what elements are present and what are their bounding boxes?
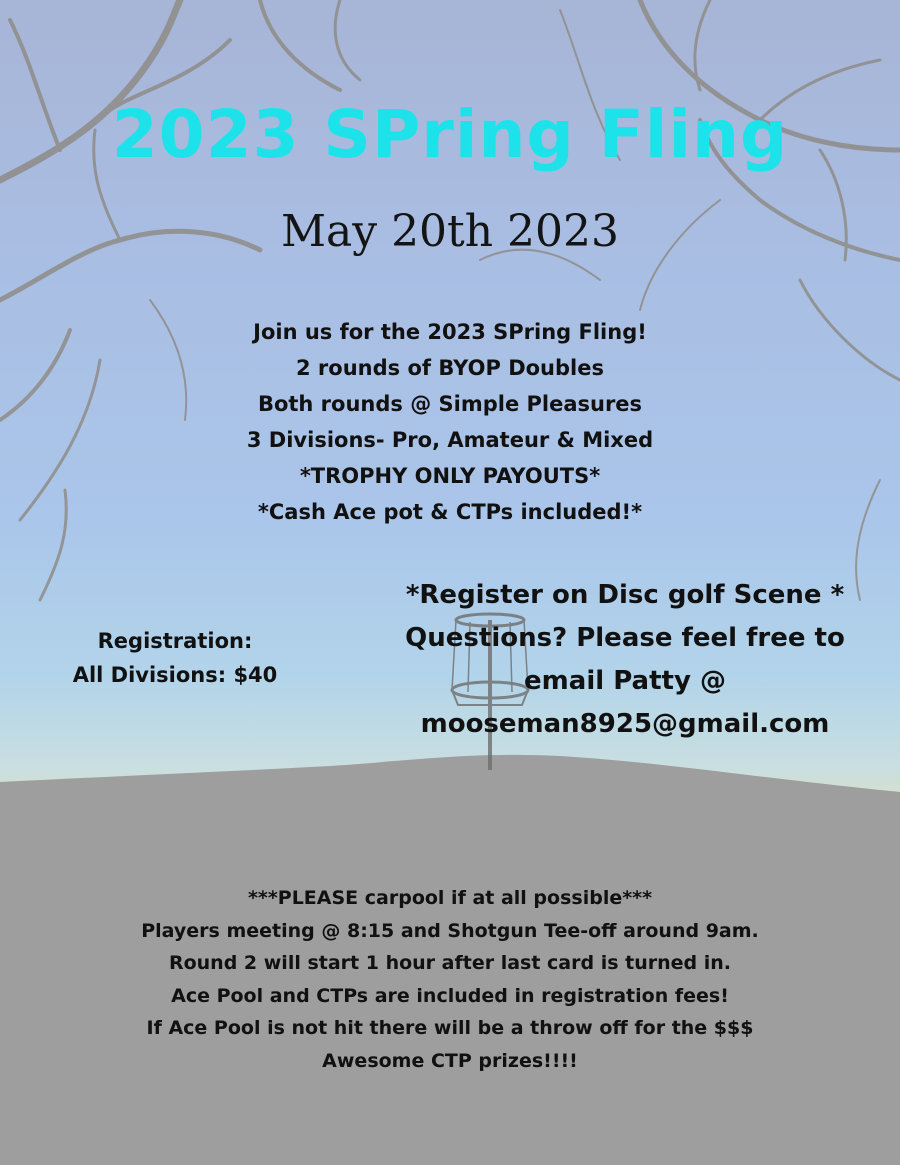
notes-line: Players meeting @ 8:15 and Shotgun Tee-off around 9am. [141, 919, 759, 942]
details-line: Both rounds @ Simple Pleasures [257, 392, 643, 416]
details-line: 2 rounds of BYOP Doubles [296, 356, 604, 380]
notes-line: Round 2 will start 1 hour after last card is turned in. [168, 952, 732, 974]
contact-email: mooseman8925@gmail.com [420, 709, 830, 739]
notes-line: Awesome CTP prizes!!!! [322, 1049, 578, 1072]
event-title: 2023 SPring Fling [111, 96, 789, 173]
contact-info [370, 574, 880, 746]
registration-fee: All Divisions: $40 [72, 663, 278, 687]
event-date: May 20th 2023 [280, 206, 620, 257]
notes-line: If Ace Pool is not hit there will be a throw off for the $$$ [146, 1017, 754, 1039]
event-details [150, 314, 750, 530]
contact-line: Questions? Please feel free to [405, 623, 845, 653]
details-line: Join us for the 2023 SPring Fling! [253, 320, 647, 344]
contact-line: *Register on Disc golf Scene * [405, 580, 845, 610]
notes-line: Ace Pool and CTPs are included in registration fees! [171, 984, 729, 1007]
details-line: *TROPHY ONLY PAYOUTS* [299, 464, 601, 488]
event-notes [60, 882, 840, 1077]
details-line: *Cash Ace pot & CTPs included!* [257, 500, 643, 524]
notes-line: ***PLEASE carpool if at all possible*** [247, 887, 653, 909]
details-line: 3 Divisions- Pro, Amateur & Mixed [246, 428, 654, 452]
registration-heading: Registration: [97, 629, 253, 653]
registration-info [40, 624, 310, 692]
contact-line: email Patty @ [524, 666, 726, 696]
